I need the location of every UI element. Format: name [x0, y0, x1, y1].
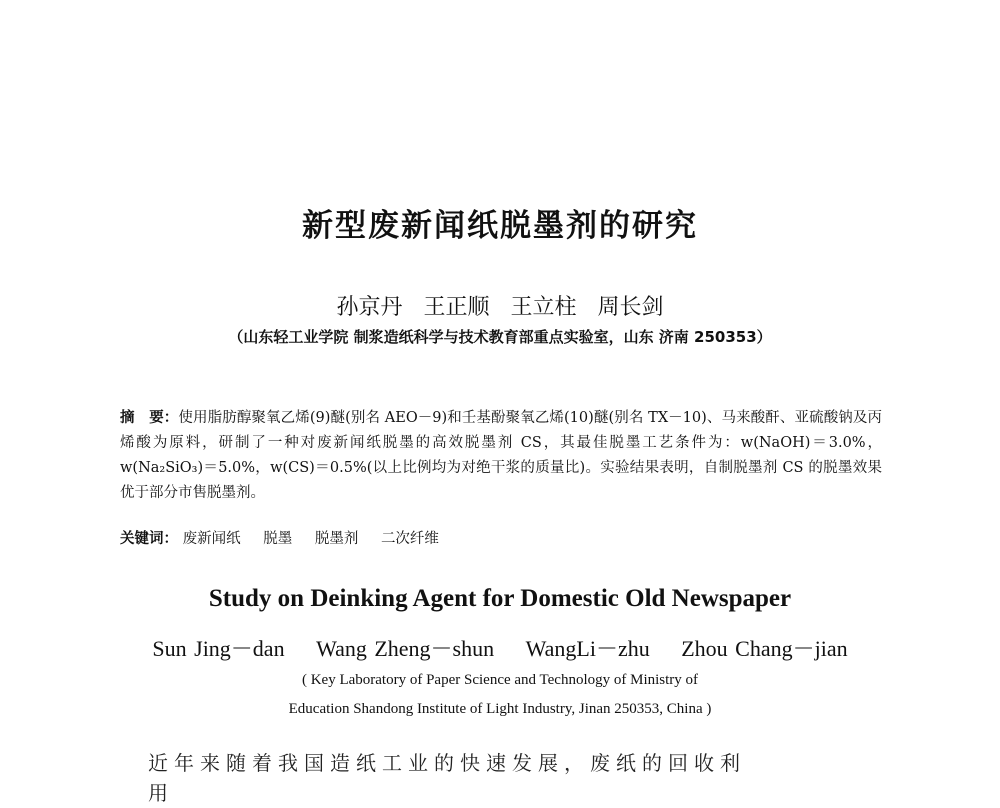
affiliation-en-line1: ( Key Laboratory of Paper Science and Technology of Ministry of	[301, 672, 699, 688]
author-cn: 王正顺	[423, 295, 490, 320]
affiliation-cn: （山东轻工业学院 制浆造纸科学与技术教育部重点实验室，山东 济南 250353）	[228, 328, 772, 346]
author-en: Wang Zheng－shun	[316, 636, 495, 661]
paper-title-en: Study on Deinking Agent for Domestic Old Newspaper	[208, 585, 792, 612]
keyword: 二次纤维	[380, 531, 439, 547]
authors-cn	[0, 290, 1000, 321]
author-cn: 周长剑	[597, 295, 664, 320]
author-cn: 孙京丹	[336, 295, 403, 320]
keyword: 脱墨	[263, 531, 293, 547]
abstract-text: 使用脂肪醇聚氧乙烯(9)醚(别名 AEO－9)和壬基酚聚氧乙烯(10)醚(别名 TX－10)、马来酸酐、亚硫酸钠及丙烯酸为原料，研制了一种对废新闻纸脱墨的高效脱墨剂 CS，其最佳脱墨工艺条件为：w(NaOH)＝3.0%，w(Na₂SiO₃)＝5.0%，w(CS)＝0.5%(以上比例均为对绝干浆的质量比)。实验结果表明，自制脱墨剂 CS 的脱墨效果优于部分市售脱墨剂。	[120, 410, 883, 501]
author-en: Sun Jing－dan	[152, 636, 285, 661]
author-en: WangLi－zhu	[525, 636, 650, 661]
keywords	[120, 527, 882, 548]
authors-en	[0, 632, 1000, 663]
body-text-cut-off: 近年来随着我国造纸工业的快速发展，废纸的回收利用	[148, 751, 746, 805]
paper-title-cn: 新型废新闻纸脱墨剂的研究	[302, 208, 698, 244]
abstract	[120, 406, 882, 506]
abstract-label: 摘 要：	[120, 410, 179, 426]
affiliation-en-line2: Education Shandong Institute of Light Industry, Jinan 250353, China )	[288, 701, 712, 717]
author-en: Zhou Chang－jian	[681, 636, 848, 661]
keyword: 废新闻纸	[182, 531, 241, 547]
keyword: 脱墨剂	[314, 531, 359, 547]
keywords-label: 关键词：	[120, 531, 178, 547]
author-cn: 王立柱	[510, 295, 577, 320]
